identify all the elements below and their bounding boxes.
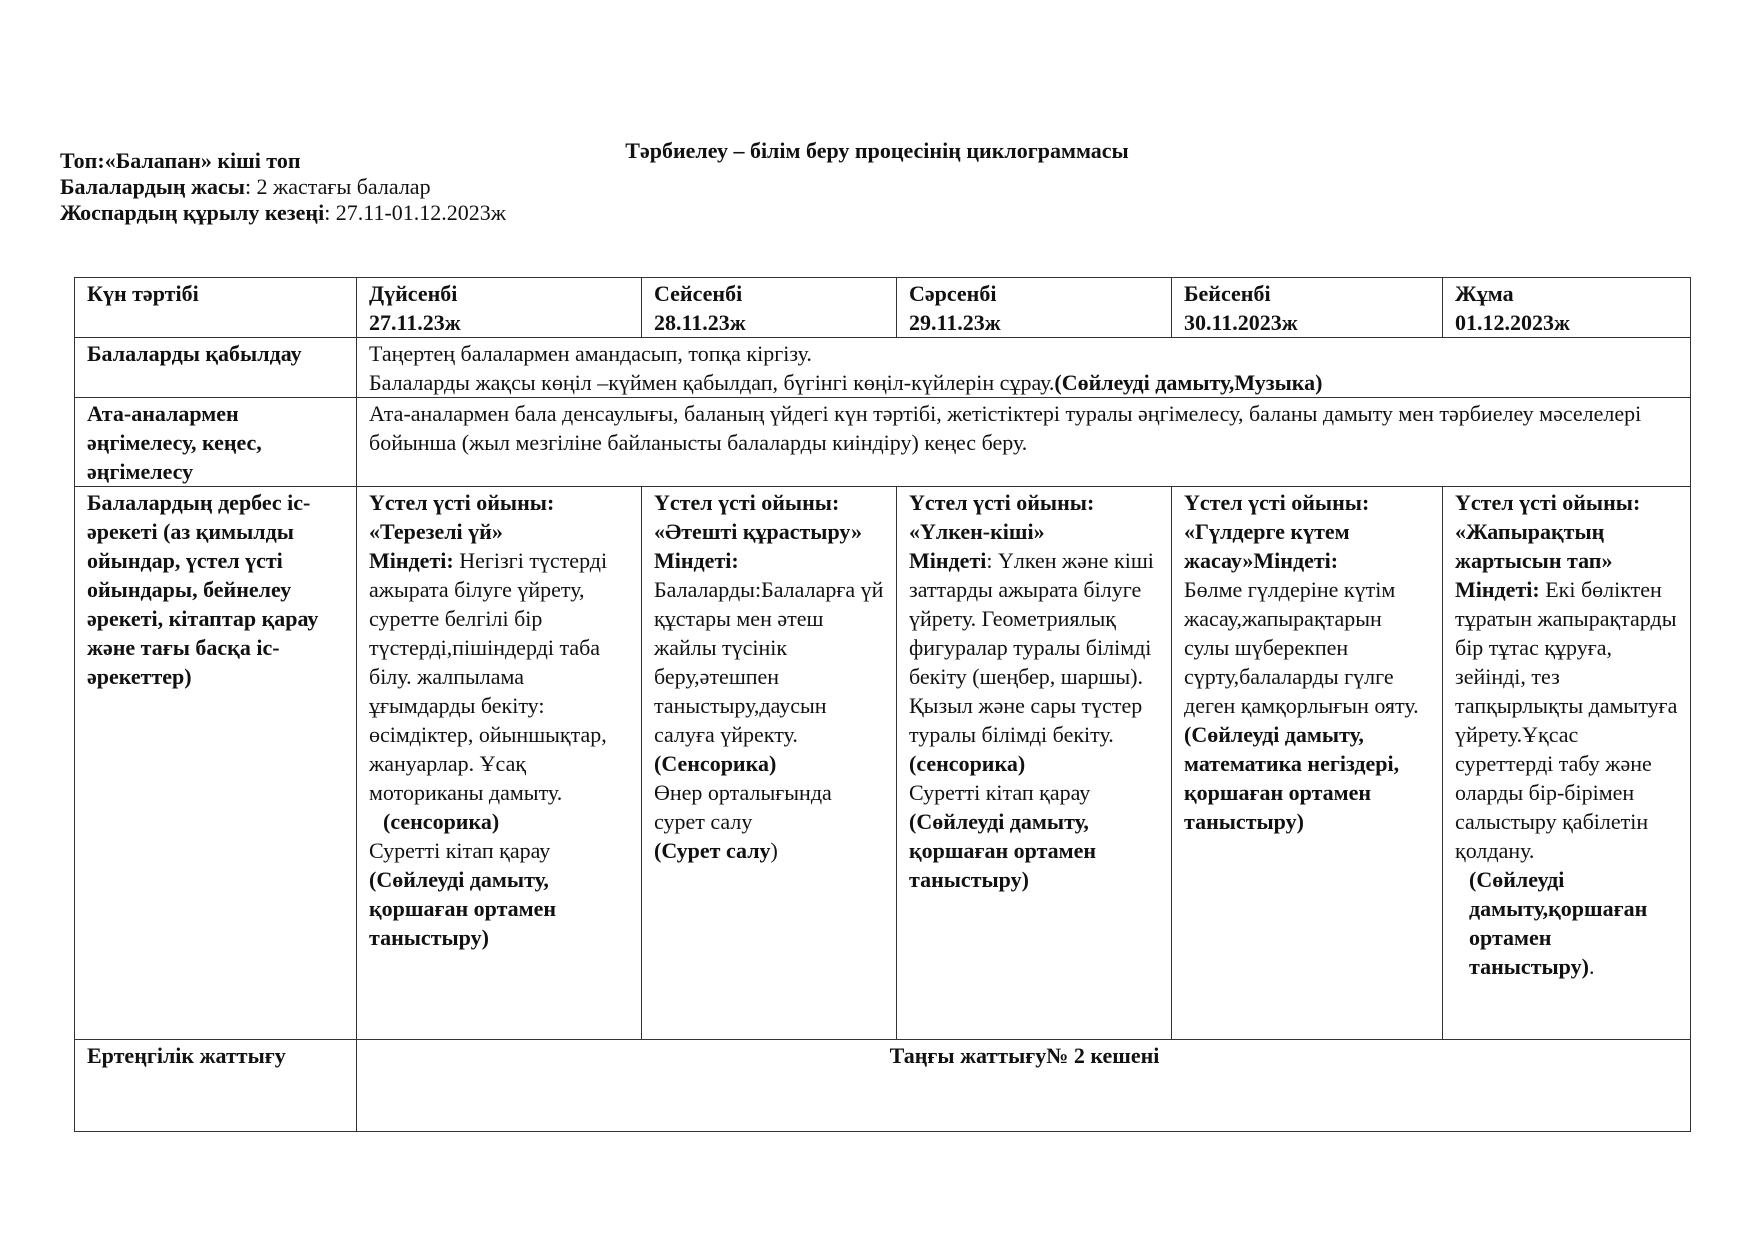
header-tuesday bbox=[642, 278, 897, 338]
game-title: Үстел үсті ойыны: «Жапырақтың жартысын тап» bbox=[1455, 490, 1641, 573]
day-date: 30.11.2023ж bbox=[1184, 310, 1298, 335]
day-name: Бейсенбі bbox=[1184, 281, 1271, 306]
reception-tag: (Сөйлеуді дамыту,Музыка) bbox=[1054, 370, 1323, 395]
game-title: Үстел үсті ойыны: «Әтешті құрастыру» bbox=[654, 490, 862, 544]
reception-line1: Таңертең балалармен амандасып, топқа кіргізу. bbox=[369, 341, 812, 366]
reception-line2 bbox=[369, 368, 1680, 397]
parents-label: Ата-аналармен әңгімелесу, кеңес, әңгімелесу bbox=[75, 398, 357, 487]
task-text: Балаларды:Балаларға үй құстары мен әтеш жайлы түсінік беру,әтешпен таныстыру,даусын салуға үйректу. bbox=[654, 577, 884, 747]
activity-monday bbox=[357, 487, 642, 1040]
activity-tuesday bbox=[642, 487, 897, 1040]
activity-tag2: (Сөйлеуді дамыту, қоршаған ортамен таныстыру) bbox=[909, 809, 1097, 892]
age-line bbox=[60, 173, 431, 201]
day-date: 28.11.23ж bbox=[654, 310, 746, 335]
header-friday bbox=[1443, 278, 1691, 338]
group-line bbox=[60, 147, 301, 175]
reception-cell bbox=[357, 338, 1691, 398]
day-name: Сейсенбі bbox=[654, 281, 743, 306]
header-row bbox=[75, 278, 1691, 338]
activity-label: Балалардың дербес іс-әрекеті (аз қимылды ойындар, үстел үсті ойындары, бейнелеу әрекеті, кітаптар қарау және тағы басқа іс-әрекеттер) bbox=[75, 487, 357, 1040]
activity-tag: (Сенсорика) bbox=[654, 751, 777, 776]
exercise-row bbox=[75, 1040, 1691, 1132]
activity-tag2-end: ) bbox=[770, 838, 778, 863]
activity-thursday bbox=[1172, 487, 1443, 1040]
age-value: : 2 жастағы балалар bbox=[244, 174, 431, 199]
activity-tag2-block bbox=[1455, 865, 1680, 981]
document-title: Тәрбиелеу – білім беру процесінің циклограммасы bbox=[625, 138, 1129, 163]
cyclogram-table bbox=[74, 277, 1691, 1132]
reception-text: Балаларды жақсы көңіл –күймен қабылдап, бүгінгі көңіл-күйлерін сұрау. bbox=[369, 370, 1055, 395]
activity-row bbox=[75, 487, 1691, 1040]
task-label: Міндеті bbox=[909, 548, 987, 573]
parents-row bbox=[75, 398, 1691, 487]
task-text: : Үлкен және кіші заттарды ажырата білуге үйрету. Геометриялық фигуралар туралы білімді бекіту (шеңбер, шаршы). Қызыл және сары түстер туралы білімді бекіту. bbox=[909, 548, 1154, 747]
task-label: Міндеті: bbox=[369, 548, 454, 573]
header-schedule: Күн тәртібі bbox=[75, 278, 357, 338]
header-thursday bbox=[1172, 278, 1443, 338]
task-label: Міндеті: bbox=[654, 548, 739, 573]
day-date: 27.11.23ж bbox=[369, 310, 461, 335]
group-value: «Балапан» кіші топ bbox=[104, 148, 301, 173]
day-name: Жұма bbox=[1455, 281, 1514, 306]
task-text: Екі бөліктен тұратын жапырақтарды бір тұтас құруға, зейінді, тез тапқырлықты дамытуға үйрету.Ұқсас суреттерді табу және оларды бір-бірімен салыстыру қабілетін қолдану. bbox=[1455, 577, 1678, 863]
exercise-label: Ертеңгілік жаттығу bbox=[75, 1040, 357, 1132]
header-wednesday bbox=[897, 278, 1172, 338]
activity-tag: (сенсорика) bbox=[909, 751, 1026, 776]
activity-tag2: (Сурет салу bbox=[654, 838, 771, 863]
age-label: Балалардың жасы bbox=[60, 174, 245, 199]
period-value: : 27.11-01.12.2023ж bbox=[324, 200, 507, 225]
activity-wednesday bbox=[897, 487, 1172, 1040]
period-line bbox=[60, 199, 506, 227]
reception-row bbox=[75, 338, 1691, 398]
day-date: 29.11.23ж bbox=[909, 310, 1001, 335]
exercise-text: Таңғы жаттығу№ 2 кешені bbox=[357, 1040, 1691, 1132]
day-name: Сәрсенбі bbox=[909, 281, 997, 306]
activity-friday bbox=[1443, 487, 1691, 1040]
reception-label: Балаларды қабылдау bbox=[75, 338, 357, 398]
activity-tag2-end: . bbox=[1588, 954, 1595, 979]
task-label: Міндеті: bbox=[1455, 577, 1540, 602]
game-title: Үстел үсті ойыны: «Гүлдерге күтем жасау»Міндеті: bbox=[1184, 490, 1370, 573]
header-monday bbox=[357, 278, 642, 338]
day-date: 01.12.2023ж bbox=[1455, 310, 1570, 335]
game-title: Үстел үсті ойыны: «Терезелі үй» bbox=[369, 490, 555, 544]
game-title: Үстел үсті ойыны: «Үлкен-кіші» bbox=[909, 490, 1095, 544]
activity-tag2: (Сөйлеуді дамыту,қоршаған ортамен таныстыру) bbox=[1469, 867, 1648, 979]
activity-tag: (сенсорика) bbox=[383, 809, 500, 834]
activity-extra: Суретті кітап қарау bbox=[369, 838, 551, 863]
task-text: Негізгі түстерді ажырата білуге үйрету, суретте белгілі бір түстерді,пішіндерді таба білу. жалпылама ұғымдарды бекіту: өсімдіктер, ойыншықтар, жануарлар. Ұсақ моториканы дамыту. bbox=[369, 548, 608, 805]
day-name: Дүйсенбі bbox=[369, 281, 458, 306]
group-label: Топ: bbox=[60, 148, 105, 173]
period-label: Жоспардың құрылу кезеңі bbox=[60, 200, 325, 225]
activity-tag2: (Сөйлеуді дамыту, математика негіздері, қоршаған ортамен таныстыру) bbox=[1184, 722, 1400, 834]
parents-text: Ата-аналармен бала денсаулығы, баланың үйдегі күн тәртібі, жетістіктері туралы әңгімелесу, баланы дамыту мен тәрбиелеу мәселелері бойынша (жыл мезгіліне байланысты балаларды киіндіру) кеңес беру. bbox=[357, 398, 1691, 487]
activity-extra: Суретті кітап қарау bbox=[909, 780, 1091, 805]
activity-tag2: (Сөйлеуді дамыту, қоршаған ортамен таныстыру) bbox=[369, 867, 557, 950]
task-text: Бөлме гүлдеріне күтім жасау,жапырақтарын сулы шүберекпен сүрту,балаларды гүлге деген қамқорлығын ояту. bbox=[1184, 577, 1419, 718]
activity-extra: Өнер орталығында сурет салу bbox=[654, 780, 832, 834]
